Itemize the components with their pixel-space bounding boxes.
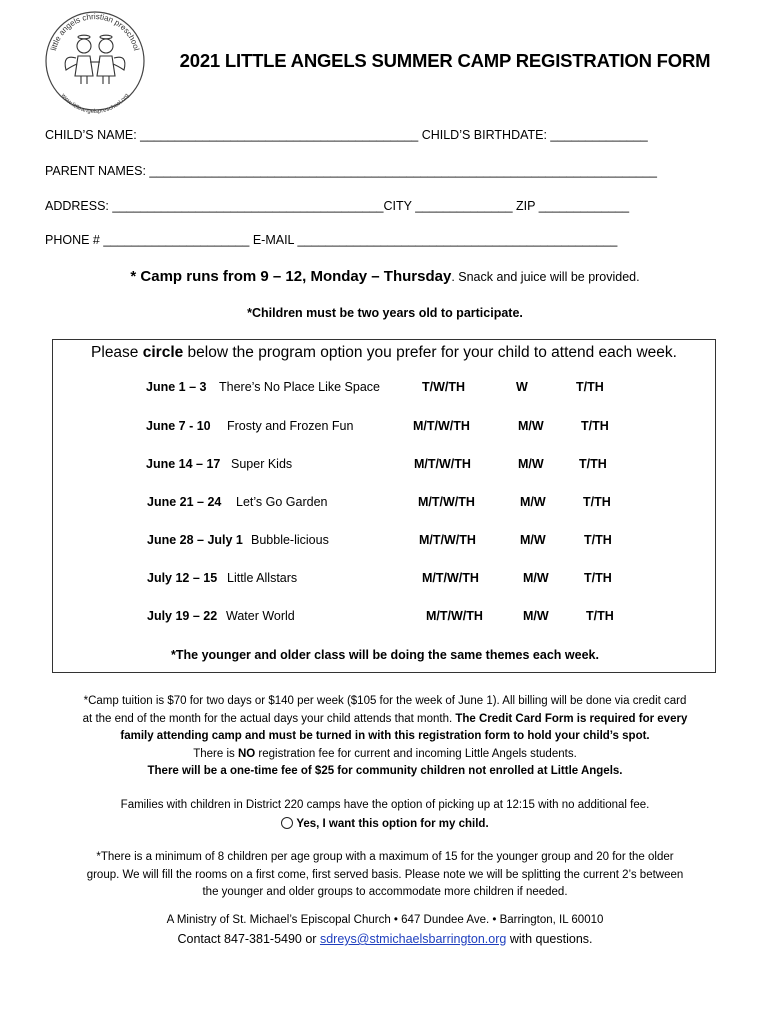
- option-2[interactable]: M/W: [518, 419, 544, 433]
- row-theme: Frosty and Frozen Fun: [227, 419, 354, 433]
- row-theme: Super Kids: [231, 457, 293, 471]
- program-row: [0, 533, 770, 551]
- program-row: [0, 419, 770, 437]
- row-date: June 7 - 10: [146, 419, 211, 433]
- logo-text-top: little angels christian preschool: [48, 12, 142, 52]
- tuition-line-2-pre: at the end of the month for the actual days your child attends that month.: [82, 712, 456, 725]
- tuition-line-3: family attending camp and must be turned in with this registration form to hold your child’s spot.: [120, 730, 650, 742]
- program-heading-bold: circle: [142, 344, 184, 361]
- contact-pre: Contact 847-381-5490 or: [177, 932, 320, 946]
- camp-info-rest: . Snack and juice will be provided.: [451, 270, 640, 284]
- angels-icon: [65, 35, 125, 84]
- pickup-note: Families with children in District 220 camps have the option of picking up at 12:15 with no additional fee.: [120, 799, 650, 811]
- tuition-line-5: There will be a one-time fee of $25 for community children not enrolled at Little Angels.: [147, 765, 623, 777]
- option-3[interactable]: T/TH: [584, 533, 612, 547]
- contact-post: with questions.: [506, 932, 593, 946]
- option-3[interactable]: T/TH: [584, 571, 612, 585]
- logo-text-bottom: www.littleangelspreschool.org: [59, 92, 131, 114]
- svg-text:www.littleangelspreschool.org: [59, 92, 130, 114]
- program-heading-post: below the program option you prefer for your child to attend each week.: [183, 344, 677, 361]
- program-heading: [52, 344, 716, 362]
- tuition-note: [0, 693, 770, 781]
- minimum-note: [0, 849, 770, 902]
- option-3[interactable]: T/TH: [579, 457, 607, 471]
- row-date: June 21 – 24: [147, 495, 222, 509]
- option-2[interactable]: W: [516, 380, 528, 394]
- address-field[interactable]: ADDRESS: _______________________________________CITY ______________ ZIP _____________: [45, 199, 630, 213]
- row-theme: Water World: [226, 609, 295, 623]
- minimum-line-3: the younger and older groups to accommodate more children if needed.: [202, 886, 568, 898]
- program-row: [0, 457, 770, 475]
- program-row: [0, 609, 770, 627]
- pickup-radio[interactable]: [281, 817, 293, 829]
- option-2[interactable]: M/W: [520, 533, 546, 547]
- program-row: [0, 380, 770, 398]
- row-date: July 12 – 15: [147, 571, 218, 585]
- option-1[interactable]: M/T/W/TH: [422, 571, 479, 585]
- tuition-line-4: [0, 746, 770, 764]
- option-3[interactable]: T/TH: [576, 380, 604, 394]
- contact-line: [0, 932, 770, 946]
- option-3[interactable]: T/TH: [581, 419, 609, 433]
- row-date: June 14 – 17: [146, 457, 221, 471]
- option-2[interactable]: M/W: [523, 609, 549, 623]
- option-2[interactable]: M/W: [520, 495, 546, 509]
- camp-info: [0, 268, 770, 286]
- minimum-line-1: *There is a minimum of 8 children per age group with a maximum of 15 for the younger group and 20 for the older: [96, 851, 674, 863]
- pickup-option-label: Yes, I want this option for my child.: [296, 818, 489, 830]
- row-date: June 28 – July 1: [147, 533, 243, 547]
- pickup-option[interactable]: [0, 816, 770, 834]
- row-theme: There’s No Place Like Space: [219, 380, 380, 394]
- option-1[interactable]: M/T/W/TH: [414, 457, 471, 471]
- option-2[interactable]: M/W: [518, 457, 544, 471]
- camp-info-bold: Camp runs from 9 – 12, Monday – Thursday: [140, 268, 452, 285]
- parent-names-field[interactable]: PARENT NAMES: _________________________________________________________________________: [45, 164, 657, 178]
- program-heading-pre: Please: [91, 344, 143, 361]
- program-row: [0, 495, 770, 513]
- row-date: July 19 – 22: [147, 609, 218, 623]
- option-1[interactable]: M/T/W/TH: [419, 533, 476, 547]
- tuition-line-4-post: registration fee for current and incoming Little Angels students.: [255, 747, 577, 760]
- form-title: 2021 LITTLE ANGELS SUMMER CAMP REGISTRATION FORM: [179, 50, 711, 71]
- child-name-field[interactable]: CHILD’S NAME: ________________________________________ CHILD’S BIRTHDATE: ______________: [45, 128, 648, 142]
- option-2[interactable]: M/W: [523, 571, 549, 585]
- option-1[interactable]: M/T/W/TH: [418, 495, 475, 509]
- option-1[interactable]: T/W/TH: [422, 380, 466, 394]
- program-row: [0, 571, 770, 589]
- option-3[interactable]: T/TH: [583, 495, 611, 509]
- ministry-line: A Ministry of St. Michael’s Episcopal Church • 647 Dundee Ave. • Barrington, IL 60010: [166, 914, 604, 926]
- row-date: June 1 – 3: [146, 380, 207, 394]
- age-note: *Children must be two years old to participate.: [247, 306, 523, 320]
- tuition-line-1: *Camp tuition is $70 for two days or $140 per week ($105 for the week of June 1). All billing will be done via credit card: [83, 695, 687, 707]
- row-theme: Let’s Go Garden: [236, 495, 328, 509]
- minimum-line-2: group. We will fill the rooms on a first come, first served basis. Please note we will be splitting the current 2’s between: [86, 868, 684, 881]
- tuition-line-4-pre: There is: [193, 747, 238, 760]
- row-theme: Bubble-licious: [251, 533, 329, 547]
- email-link[interactable]: sdreys@stmichaelsbarrington.org: [319, 932, 507, 946]
- tuition-line-4-bold: NO: [237, 747, 256, 760]
- option-1[interactable]: M/T/W/TH: [413, 419, 470, 433]
- phone-email-field[interactable]: PHONE # _____________________ E-MAIL ______________________________________________: [45, 233, 618, 247]
- option-1[interactable]: M/T/W/TH: [426, 609, 483, 623]
- program-footer-note: *The younger and older class will be doing the same themes each week.: [171, 648, 599, 662]
- option-3[interactable]: T/TH: [586, 609, 614, 623]
- svg-text:little angels christian presch: [49, 12, 141, 52]
- preschool-logo: [40, 8, 150, 114]
- row-theme: Little Allstars: [227, 571, 298, 585]
- camp-info-prefix: *: [130, 268, 141, 285]
- tuition-line-2: [0, 711, 770, 729]
- tuition-line-2-bold: The Credit Card Form is required for every: [455, 712, 688, 725]
